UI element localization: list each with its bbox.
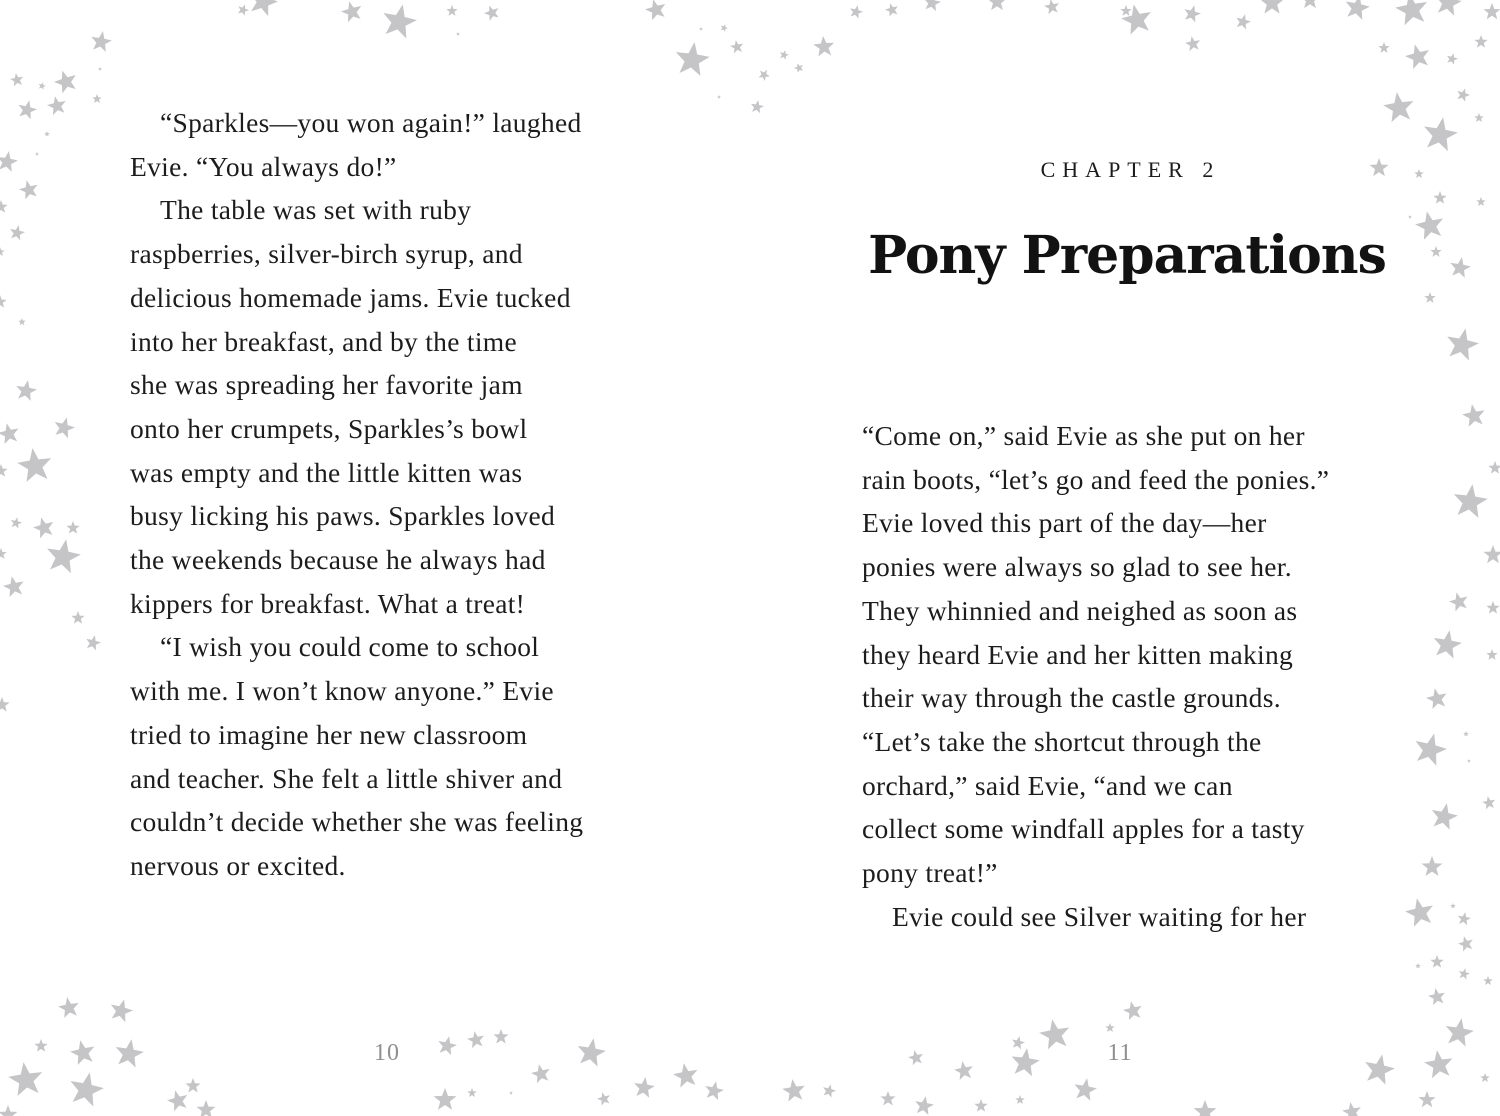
star-icon [1120, 5, 1131, 16]
star-icon [575, 1036, 608, 1068]
star-icon [446, 5, 457, 16]
star-icon [98, 67, 102, 71]
star-icon [757, 67, 772, 82]
star-icon [813, 35, 836, 57]
star-icon [953, 1060, 975, 1081]
star-icon [729, 39, 744, 54]
star-icon [1480, 1073, 1490, 1082]
text-line: Evie could see Silver waiting for her [892, 900, 1307, 932]
star-icon [1341, 1101, 1363, 1116]
text-line: kippers for breakfast. What a treat! [130, 587, 526, 619]
text-line: she was spreading her favorite jam [130, 369, 523, 401]
star-icon [16, 98, 39, 120]
star-icon [1343, 0, 1372, 21]
star-icon [1447, 590, 1470, 612]
star-icon [1450, 903, 1456, 908]
star-icon [643, 0, 668, 21]
star-icon [793, 62, 805, 74]
star-icon [466, 1030, 486, 1049]
star-icon [719, 23, 729, 32]
star-icon [9, 516, 22, 529]
star-icon [1433, 191, 1446, 204]
star-icon [66, 1069, 106, 1108]
right-page-text [862, 414, 1432, 938]
star-icon [1463, 731, 1469, 736]
star-icon [92, 94, 102, 103]
star-icon [71, 611, 84, 624]
star-icon [1474, 113, 1484, 122]
star-icon [922, 0, 942, 12]
star-icon [1457, 967, 1470, 980]
text-line: “Sparkles—you won again!” laughed [160, 107, 582, 138]
text-line: orchard,” said Evie, “and we can [862, 769, 1233, 801]
text-line: into her breakfast, and by the time [130, 325, 517, 357]
star-icon [1015, 1095, 1025, 1104]
page-number-right: 11 [1107, 1040, 1133, 1066]
star-icon [821, 1083, 837, 1099]
star-icon [880, 1091, 895, 1105]
star-icon [1467, 759, 1471, 763]
star-icon [89, 29, 113, 52]
star-icon [1072, 1076, 1098, 1101]
star-icon [66, 521, 79, 534]
star-icon [1431, 628, 1464, 660]
star-icon [1408, 215, 1412, 219]
star-icon [1455, 86, 1472, 102]
star-icon [1105, 1023, 1115, 1032]
text-line: Evie loved this part of the day—her [862, 507, 1267, 539]
star-icon [0, 200, 8, 213]
star-icon [1427, 987, 1447, 1006]
star-icon [673, 40, 711, 77]
star-icon [1421, 114, 1460, 152]
star-icon [1382, 90, 1416, 123]
star-icon [1481, 795, 1496, 810]
text-line: nervous or excited. [130, 849, 346, 881]
text-line: with me. I won’t know anyone.” Evie [130, 675, 554, 707]
star-icon [1300, 0, 1319, 8]
star-icon [1119, 1, 1155, 36]
star-icon [14, 378, 38, 401]
star-icon [1486, 601, 1499, 614]
text-line: Evie. “You always do!” [130, 150, 397, 182]
star-icon [0, 149, 19, 172]
star-icon [596, 1091, 612, 1107]
star-icon [7, 1060, 45, 1097]
star-icon [0, 421, 21, 445]
star-icon [196, 1100, 215, 1116]
star-icon [1378, 42, 1389, 53]
star-icon [1448, 255, 1472, 278]
star-icon [1423, 1048, 1455, 1079]
text-line: They whinnied and neighed as soon as [862, 594, 1298, 626]
star-icon [1043, 0, 1060, 15]
star-icon [1486, 649, 1497, 660]
star-icon [52, 415, 77, 440]
star-icon [51, 67, 79, 95]
star-icon [17, 178, 40, 200]
text-line: “I wish you could come to school [160, 631, 540, 663]
text-line: busy licking his paws. Sparkles loved [130, 500, 556, 532]
star-icon [848, 4, 864, 20]
star-icon [1234, 12, 1252, 30]
star-icon [31, 515, 56, 540]
star-icon [44, 131, 50, 136]
text-line: collect some windfall apples for a tasty [862, 813, 1305, 845]
star-icon [1461, 402, 1487, 427]
text-line: raspberries, silver-birch syrup, and [130, 238, 523, 270]
star-icon [749, 99, 764, 114]
star-icon [1476, 197, 1486, 206]
text-line: “Come on,” said Evie as she put on her [862, 420, 1305, 451]
star-icon [493, 1029, 508, 1043]
text-line: onto her crumpets, Sparkles’s bowl [130, 412, 528, 444]
star-icon [84, 633, 102, 651]
star-icon [632, 1076, 655, 1099]
star-icon [1418, 1091, 1435, 1107]
star-icon [1009, 1046, 1041, 1077]
star-icon [509, 1091, 513, 1095]
star-icon [1415, 963, 1421, 968]
text-line: the weekends because he always had [130, 544, 546, 576]
text-line: couldn’t decide whether she was feeling [130, 806, 584, 838]
text-line: The table was set with ruby [160, 194, 472, 226]
star-icon [1424, 292, 1435, 303]
star-icon [18, 318, 26, 325]
star-icon [467, 1088, 477, 1097]
star-icon [778, 49, 790, 60]
star-icon [884, 2, 900, 18]
star-icon [1182, 3, 1203, 23]
text-line: delicious homemade jams. Evie tucked [130, 281, 571, 313]
star-icon [0, 464, 8, 477]
star-icon [781, 1078, 807, 1103]
star-icon [1483, 976, 1493, 985]
star-icon [1122, 999, 1144, 1021]
star-icon [1488, 461, 1500, 474]
star-icon [456, 32, 460, 36]
star-icon [1403, 41, 1433, 70]
star-icon [907, 1049, 925, 1066]
star-icon [703, 1079, 725, 1101]
page-number-left: 10 [374, 1040, 400, 1066]
star-icon [482, 3, 501, 22]
star-icon [37, 81, 46, 90]
star-icon [0, 247, 5, 256]
star-icon [339, 0, 364, 23]
star-icon [0, 697, 10, 711]
star-icon [530, 1062, 552, 1084]
text-line: their way through the castle grounds. [862, 682, 1281, 714]
star-icon [1483, 3, 1500, 19]
star-icon [245, 0, 281, 21]
star-icon [1474, 35, 1487, 48]
star-icon [107, 996, 135, 1023]
star-icon [0, 1105, 18, 1116]
star-icon [1414, 169, 1424, 178]
star-icon [1260, 0, 1285, 14]
star-icon [1393, 0, 1430, 26]
star-icon [1443, 1016, 1476, 1048]
star-icon [1445, 52, 1459, 65]
star-icon [34, 1039, 47, 1052]
text-line: they heard Evie and her kitten making [862, 638, 1294, 670]
star-icon [185, 1078, 200, 1092]
star-icon [113, 1037, 146, 1069]
star-icon [699, 27, 703, 31]
star-icon [987, 0, 1006, 10]
text-line: “Let’s take the shortcut through the [862, 725, 1262, 757]
star-icon [68, 1038, 97, 1066]
star-icon [1451, 482, 1489, 519]
star-icon [236, 2, 250, 16]
text-line: pony treat!” [862, 857, 998, 889]
star-icon [46, 94, 68, 116]
star-icon [0, 548, 7, 559]
star-icon [1430, 955, 1443, 968]
star-icon [44, 536, 83, 574]
star-icon [1010, 1035, 1026, 1050]
star-icon [9, 72, 24, 87]
text-line: was empty and the little kitten was [130, 456, 523, 488]
star-icon [16, 446, 54, 483]
star-icon [379, 1, 419, 40]
star-icon [1361, 1051, 1397, 1086]
text-line: ponies were always so glad to see her. [862, 551, 1292, 583]
star-icon [8, 224, 26, 241]
star-icon [974, 1099, 987, 1112]
star-icon [1037, 1017, 1072, 1051]
text-line: rain boots, “let’s go and feed the ponies.” [862, 463, 1330, 495]
star-icon [1457, 934, 1475, 952]
star-icon [434, 1088, 457, 1110]
text-line: and teacher. She felt a little shiver and [130, 762, 563, 794]
star-icon [35, 152, 39, 156]
star-icon [57, 995, 81, 1018]
star-icon [717, 95, 721, 99]
star-icon [1456, 911, 1471, 926]
star-icon [1433, 0, 1464, 16]
star-icon [1443, 325, 1481, 362]
star-icon [1184, 35, 1201, 52]
chapter-title: Pony Preparations [868, 225, 1386, 286]
left-page-text [130, 101, 700, 888]
star-icon [1483, 545, 1500, 563]
star-icon [672, 1061, 700, 1088]
text-line: tried to imagine her new classroom [130, 718, 528, 750]
star-icon [1429, 801, 1460, 831]
star-icon [436, 1034, 458, 1056]
star-icon [913, 1095, 935, 1116]
star-icon [0, 295, 7, 308]
chapter-label: CHAPTER 2 [1040, 157, 1221, 182]
star-icon [1, 574, 26, 598]
star-icon [165, 1088, 190, 1113]
star-icon [1194, 1100, 1217, 1116]
